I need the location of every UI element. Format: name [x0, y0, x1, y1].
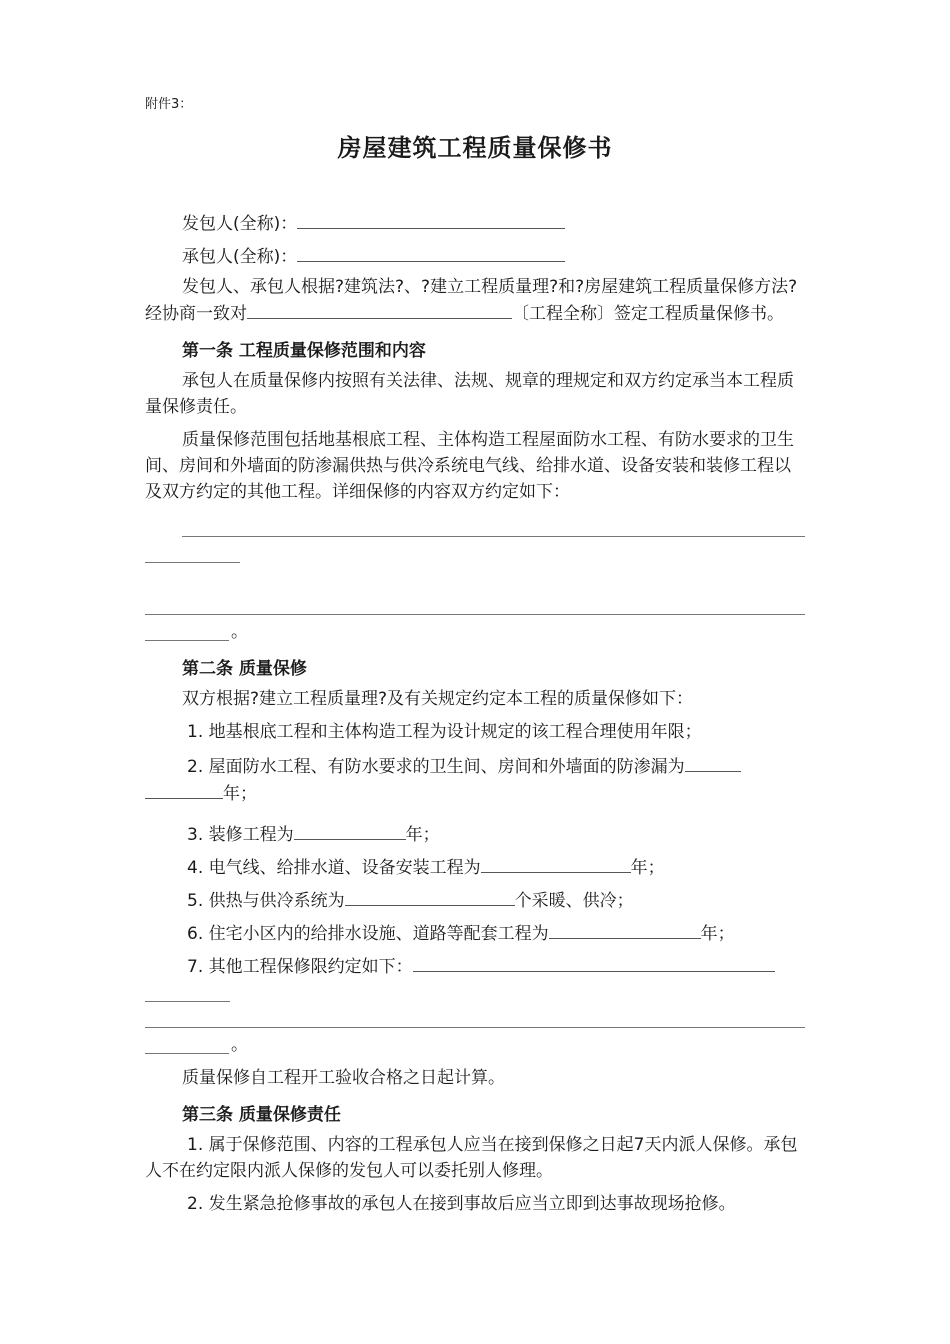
contractor-label: 承包人(全称)： — [182, 247, 298, 267]
warranty-item-7: 7. 其他工程保修限约定如下： — [145, 953, 805, 980]
project-name-blank — [247, 300, 512, 319]
article1-para2: 质量保修范围包括地基根底工程、主体构造工程屋面防水工程、有防水要求的卫生间、房间和外墙面的防渗漏供热与供冷系统电气线、给排水道、设备安装和装修工程以及双方约定的其他工程。详细保修的内容双方约定如下： — [145, 430, 794, 502]
employer-line — [145, 208, 805, 241]
document-title: 房屋建筑工程质量保修书 — [337, 134, 613, 162]
warranty-item-5: 5. 供热与供冷系统为 个采暖、供冷； — [145, 887, 805, 920]
warranty-item-1: 1. 地基根底工程和主体构造工程为设计规定的该工程合理使用年限； — [187, 722, 702, 742]
contractor-blank — [297, 241, 565, 262]
article1-para1: 承包人在质量保修内按照有关法律、法规、规章的理规定和双方约定承当本工程质量保修责任。 — [145, 371, 794, 417]
article2-blank-lines: 。 — [145, 980, 805, 1058]
employer-blank — [297, 208, 565, 229]
article1-heading: 第一条 工程质量保修范围和内容 — [182, 341, 426, 361]
warranty-item-2: 2. 屋面防水工程、有防水要求的卫生间、房间和外墙面的防渗漏为 年； — [145, 753, 805, 807]
article2-heading: 第二条 质量保修 — [182, 659, 307, 679]
warranty-item-6: 6. 住宅小区内的给排水设施、道路等配套工程为 年； — [145, 920, 805, 953]
warranty-item-4: 4. 电气线、给排水道、设备安装工程为 年； — [145, 854, 805, 887]
article2-intro: 双方根据?建立工程质量理?及有关规定约定本工程的质量保修如下： — [182, 689, 694, 709]
article3-item-1: 1. 属于保修范围、内容的工程承包人应当在接到保修之日起7天内派人保修。承包人不在约定限内派人保修的发包人可以委托别人修理。 — [145, 1135, 798, 1181]
contractor-line — [145, 241, 805, 274]
warranty-item-3: 3. 装修工程为 年； — [145, 821, 805, 854]
intro-paragraph: 发包人、承包人根据?建筑法?、?建立工程质量理?和?房屋建筑工程质量保修方法?经协商一致对 〔工程全称〕签定工程质量保修书。 — [145, 277, 798, 324]
article3-item-2: 2. 发生紧急抢修事故的承包人在接到事故后应当立即到达事故现场抢修。 — [187, 1194, 736, 1214]
employer-label: 发包人(全称)： — [182, 214, 298, 234]
warranty-start-note: 质量保修自工程开工验收合格之日起计算。 — [182, 1068, 505, 1088]
article1-blank-lines: 。 — [145, 515, 805, 645]
article3-heading: 第三条 质量保修责任 — [182, 1105, 341, 1125]
document-body — [145, 208, 805, 1217]
attachment-label: 附件3： — [145, 97, 193, 112]
